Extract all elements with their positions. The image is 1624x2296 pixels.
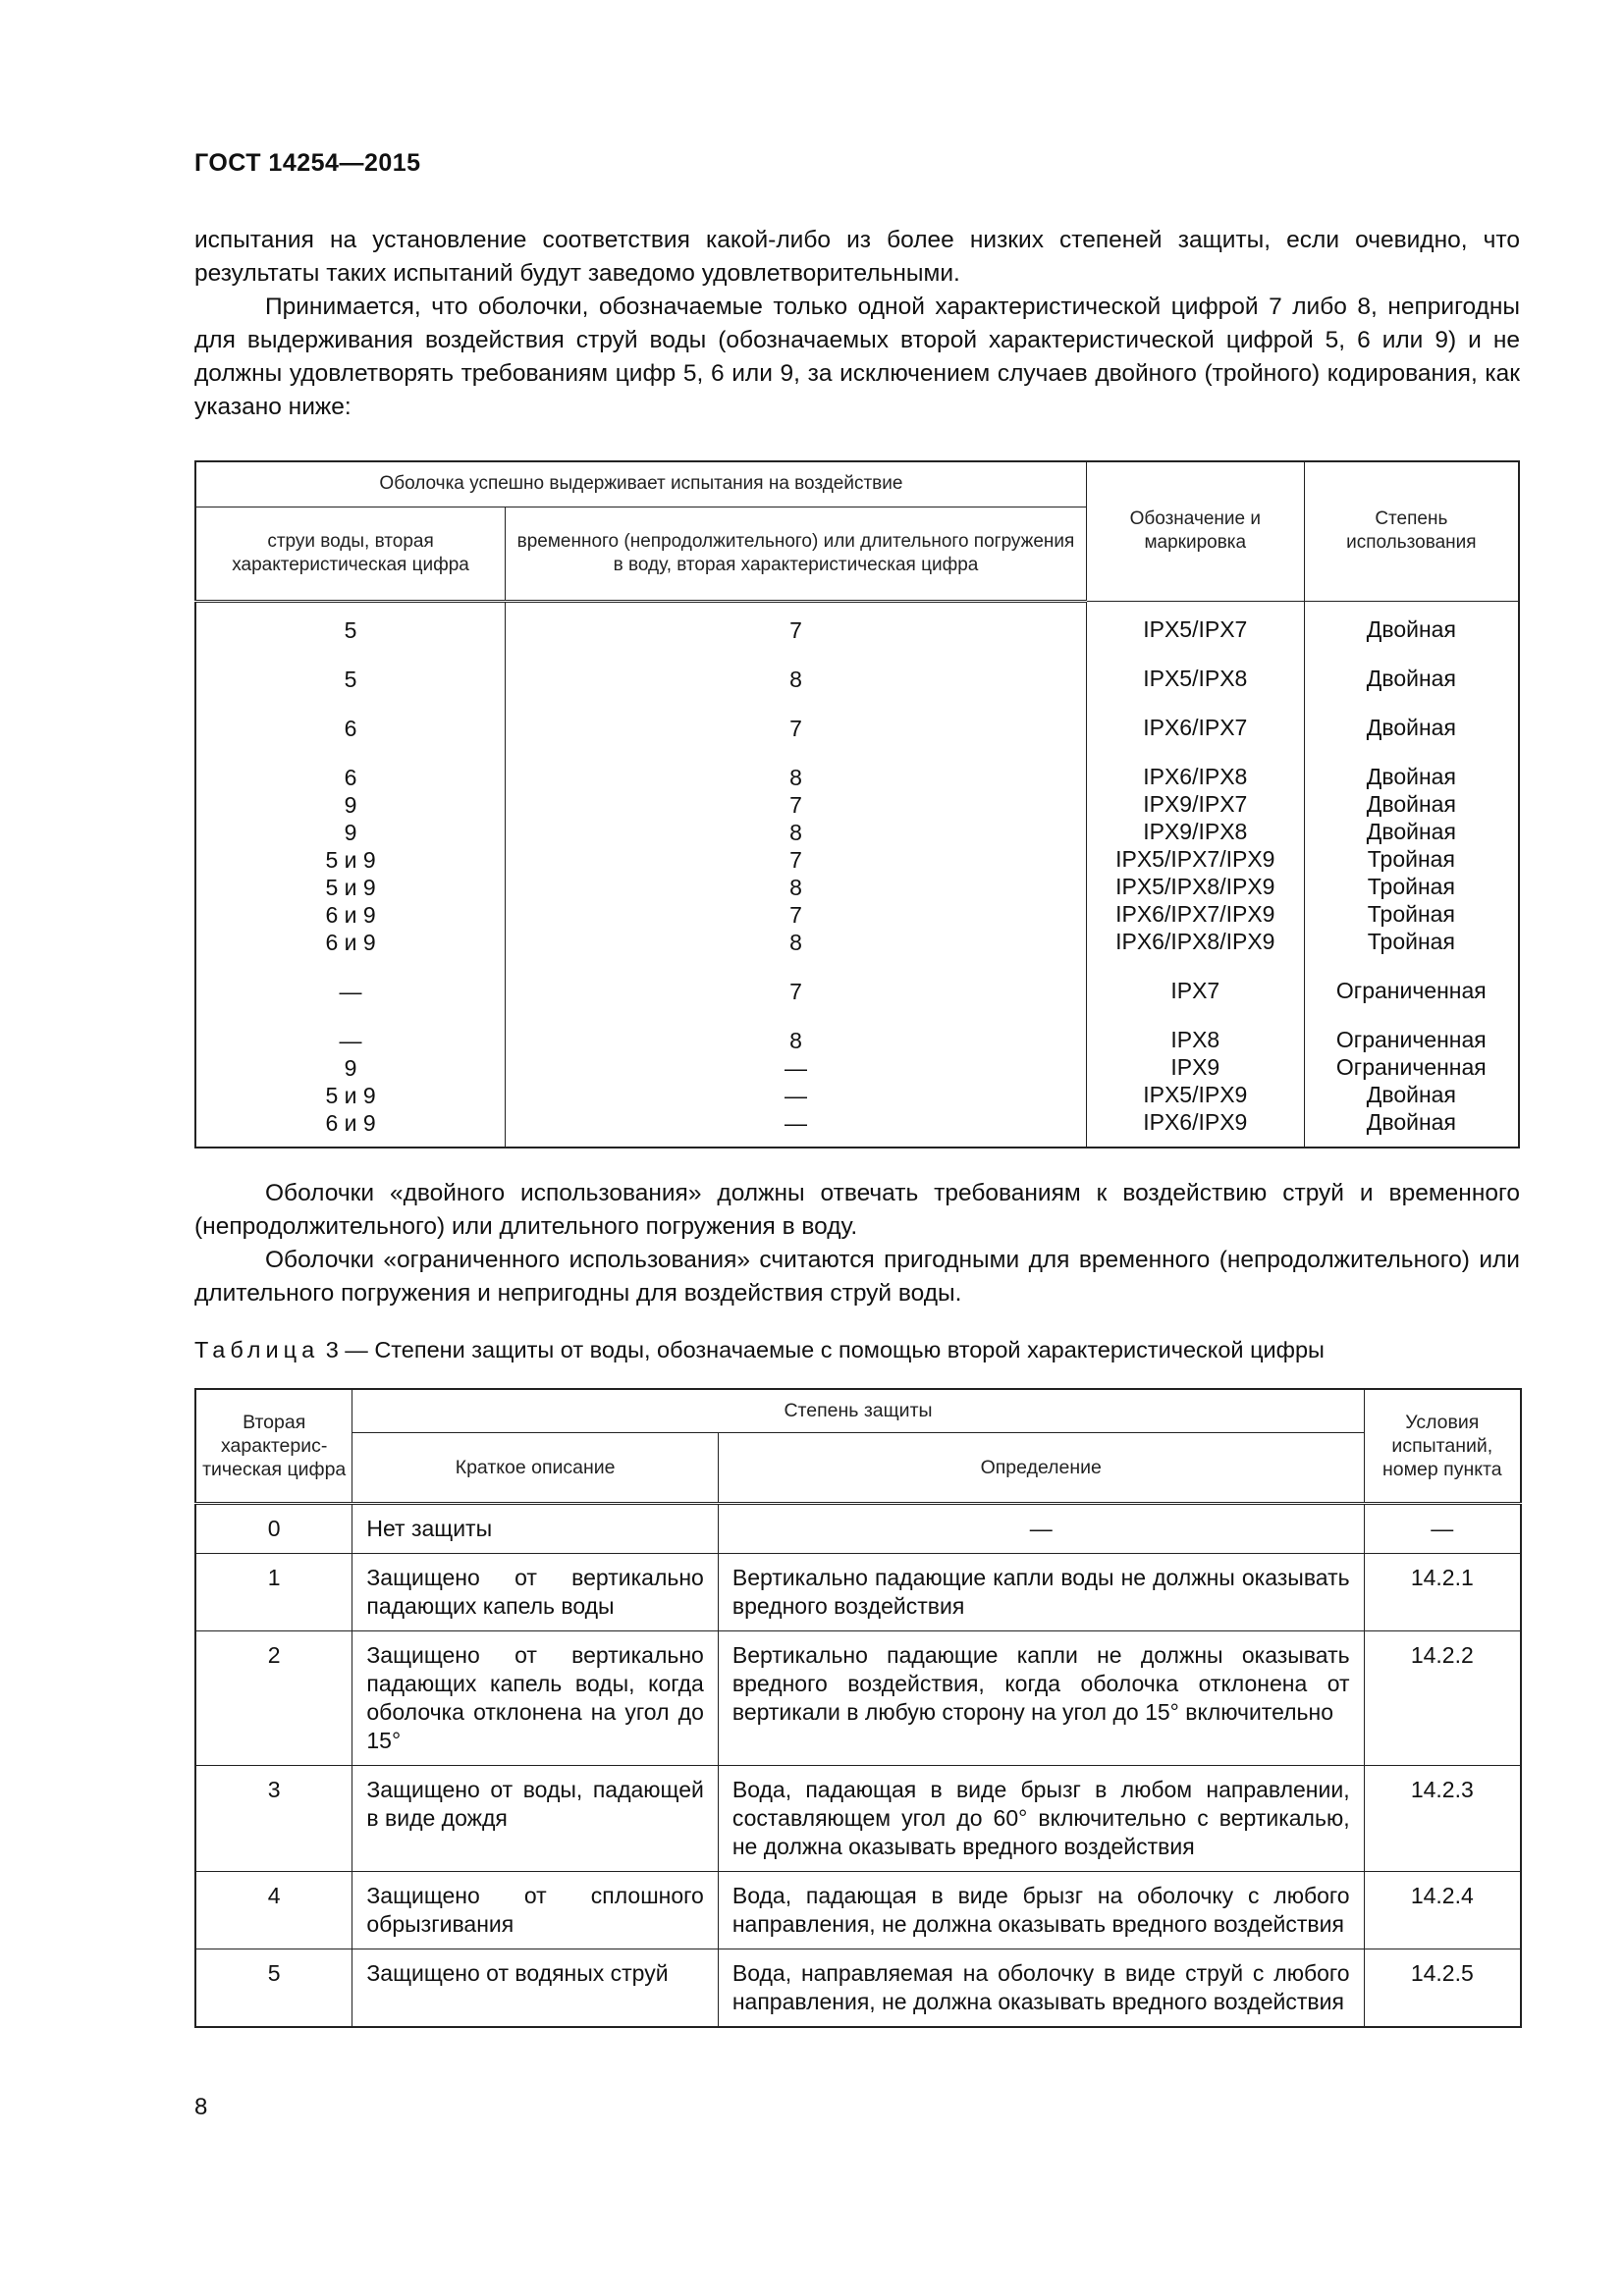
- table-cell: IPX9/IPX7: [1143, 790, 1248, 817]
- table-cell: 8: [789, 666, 802, 692]
- table-header: Определение: [718, 1432, 1364, 1503]
- mid-text: [194, 1177, 1520, 1310]
- table-cell: 14.2.3: [1364, 1765, 1521, 1871]
- table-cell: Тройная: [1367, 845, 1455, 872]
- table-cell: IPX6/IPX9: [1143, 1108, 1248, 1135]
- table-header: Условия испытаний, номер пункта: [1364, 1389, 1521, 1503]
- table-cell: 14.2.4: [1364, 1871, 1521, 1949]
- table-cell: 6: [344, 764, 357, 790]
- table-header: временного (непродолжительного) или длительного погружения в воду, вторая характеристическая цифра: [506, 507, 1087, 601]
- table-column-2: [506, 601, 1087, 1148]
- table-column-3: [1086, 601, 1304, 1148]
- table-cell: Двойная: [1366, 665, 1456, 691]
- table-cell: Двойная: [1366, 763, 1456, 789]
- table-cell: Двойная: [1366, 1108, 1456, 1135]
- table-column-4: [1304, 601, 1519, 1148]
- table-row: [195, 1553, 1521, 1630]
- table-row: [195, 1765, 1521, 1871]
- table-cell: 5: [344, 666, 357, 692]
- table-header: струи воды, вторая характеристическая цифра: [195, 507, 506, 601]
- table-row: [195, 1949, 1521, 2027]
- table-cell: —: [339, 1027, 362, 1053]
- table-cell: IPX5/IPX8: [1143, 665, 1248, 691]
- table-cell: Защищено от сплошного обрызгивания: [352, 1871, 718, 1949]
- table-cell: 9: [344, 1054, 357, 1081]
- table-header: Вторая характерис-тическая цифра: [195, 1389, 352, 1503]
- table-cell: 5 и 9: [325, 846, 376, 873]
- table-cell: Защищено от воды, падающей в виде дождя: [352, 1765, 718, 1871]
- table-cell: Тройная: [1367, 928, 1455, 954]
- table-cell: 6 и 9: [325, 929, 376, 955]
- table-cell: 7: [789, 901, 802, 928]
- table-cell: IPX7: [1170, 977, 1220, 1003]
- caption-text: 3 — Степени защиты от воды, обозначаемые с помощью второй характеристической цифры: [325, 1337, 1325, 1362]
- table-cell: Защищено от вертикально падающих капель воды, когда оболочка отклонена на угол до 15°: [352, 1630, 718, 1765]
- table-cell: IPX6/IPX8/IPX9: [1115, 928, 1275, 954]
- table-cell: IPX5/IPX9: [1143, 1081, 1248, 1107]
- table-cell: Ограниченная: [1335, 1053, 1487, 1080]
- table-cell: 7: [789, 616, 802, 643]
- page-number: 8: [194, 2094, 208, 2120]
- paragraph: Оболочки «ограниченного использования» считаются пригодными для временного (непродолжительного) или длительного погружения и непригодны для воздействия струй воды.: [194, 1247, 1520, 1307]
- table-cell: 7: [789, 846, 802, 873]
- table-cell: 6 и 9: [325, 1109, 376, 1136]
- table-cell: 5: [195, 1949, 352, 2027]
- table-header: Краткое описание: [352, 1432, 718, 1503]
- table-cell: 1: [195, 1553, 352, 1630]
- table-cell: Нет защиты: [352, 1503, 718, 1553]
- table-caption: [194, 1337, 1325, 1363]
- paragraph: испытания на установление соответствия какой-либо из более низких степеней защиты, если очевидно, что результаты таких испытаний будут заведомо удовлетворительными.: [194, 227, 1520, 287]
- table-cell: —: [1364, 1503, 1521, 1553]
- table-cell: Защищено от водяных струй: [352, 1949, 718, 2027]
- table-cell: 5 и 9: [325, 1082, 376, 1108]
- table-cell: 14.2.5: [1364, 1949, 1521, 2027]
- table-cell: 2: [195, 1630, 352, 1765]
- table-cell: 8: [789, 819, 802, 845]
- table-cell: 7: [789, 791, 802, 818]
- table-cell: 3: [195, 1765, 352, 1871]
- table-cell: Двойная: [1366, 1081, 1456, 1107]
- table-cell: 14.2.1: [1364, 1553, 1521, 1630]
- intro-text: [194, 224, 1520, 424]
- table-row: [195, 601, 1519, 1148]
- table-cell: Вода, направляемая на оболочку в виде струй с любого направления, не должна оказывать вредного воздействия: [718, 1949, 1364, 2027]
- table-cell: IPX6/IPX7/IPX9: [1115, 900, 1275, 927]
- table-cell: IPX9/IPX8: [1143, 818, 1248, 844]
- table-cell: Вертикально падающие капли не должны оказывать вредного воздействия, когда оболочка отклонена от вертикали в любую сторону на угол до 15° включительно: [718, 1630, 1364, 1765]
- table-cell: 8: [789, 874, 802, 900]
- table-cell: IPX9: [1170, 1053, 1220, 1080]
- table-row: [195, 1630, 1521, 1765]
- table-cell: Вода, падающая в виде брызг на оболочку с любого направления, не должна оказывать вредного воздействия: [718, 1871, 1364, 1949]
- table-cell: 9: [344, 791, 357, 818]
- caption-label: Таблица: [194, 1337, 320, 1362]
- table-cell: Защищено от вертикально падающих капель воды: [352, 1553, 718, 1630]
- table-cell: —: [718, 1503, 1364, 1553]
- table-cell: 7: [789, 715, 802, 741]
- table-cell: IPX6/IPX8: [1143, 763, 1248, 789]
- table-header-group: Оболочка успешно выдерживает испытания на воздействие: [195, 461, 1086, 507]
- table-cell: 5 и 9: [325, 874, 376, 900]
- table-cell: —: [784, 1054, 807, 1081]
- table-row: [195, 1503, 1521, 1553]
- table-header-group: Степень защиты: [352, 1389, 1364, 1432]
- document-header: ГОСТ 14254—2015: [194, 149, 421, 177]
- table-cell: 14.2.2: [1364, 1630, 1521, 1765]
- table-cell: Двойная: [1366, 818, 1456, 844]
- table-cell: 6 и 9: [325, 901, 376, 928]
- table-cell: IPX5/IPX7: [1143, 615, 1248, 642]
- table-column-1: [195, 601, 506, 1148]
- table-cell: Ограниченная: [1335, 977, 1487, 1003]
- table-cell: 6: [344, 715, 357, 741]
- table-cell: IPX5/IPX7/IPX9: [1115, 845, 1275, 872]
- table-cell: 8: [789, 1027, 802, 1053]
- table-cell: IPX8: [1170, 1026, 1220, 1052]
- protection-table: [194, 1388, 1522, 2028]
- paragraph: Принимается, что оболочки, обозначаемые только одной характеристической цифрой 7 либо 8, непригодны для выдерживания воздействия струй воды (обозначаемых второй характеристической цифрой 5, 6 или 9) и не должны удовлетворять требованиям цифр 5, 6 или 9, за исключением случаев двойного (тройного) кодирования, как указано ниже:: [194, 294, 1520, 420]
- table-cell: Вертикально падающие капли воды не должны оказывать вредного воздействия: [718, 1553, 1364, 1630]
- coding-table: [194, 460, 1520, 1148]
- table-cell: Тройная: [1367, 900, 1455, 927]
- table-header: Степень использования: [1304, 461, 1519, 601]
- table-cell: Ограниченная: [1335, 1026, 1487, 1052]
- table-cell: —: [784, 1082, 807, 1108]
- table-cell: 4: [195, 1871, 352, 1949]
- table-cell: Двойная: [1366, 615, 1456, 642]
- table-cell: 8: [789, 764, 802, 790]
- table-cell: 8: [789, 929, 802, 955]
- table-cell: —: [339, 978, 362, 1004]
- table-cell: 7: [789, 978, 802, 1004]
- table-cell: Тройная: [1367, 873, 1455, 899]
- table-cell: Двойная: [1366, 790, 1456, 817]
- table-cell: IPX5/IPX8/IPX9: [1115, 873, 1275, 899]
- table-row: [195, 1871, 1521, 1949]
- table-cell: —: [784, 1109, 807, 1136]
- table-cell: Двойная: [1366, 714, 1456, 740]
- table-cell: 9: [344, 819, 357, 845]
- table-header: Обозначение и маркировка: [1086, 461, 1304, 601]
- paragraph: Оболочки «двойного использования» должны отвечать требованиям к воздействию струй и временного (непродолжительного) или длительного погружения в воду.: [194, 1180, 1520, 1240]
- table-cell: 5: [344, 616, 357, 643]
- table-cell: IPX6/IPX7: [1143, 714, 1248, 740]
- table-cell: 0: [195, 1503, 352, 1553]
- table-cell: Вода, падающая в виде брызг в любом направлении, составляющем угол до 60° включительно с вертикалью, не должна оказывать вредного воздействия: [718, 1765, 1364, 1871]
